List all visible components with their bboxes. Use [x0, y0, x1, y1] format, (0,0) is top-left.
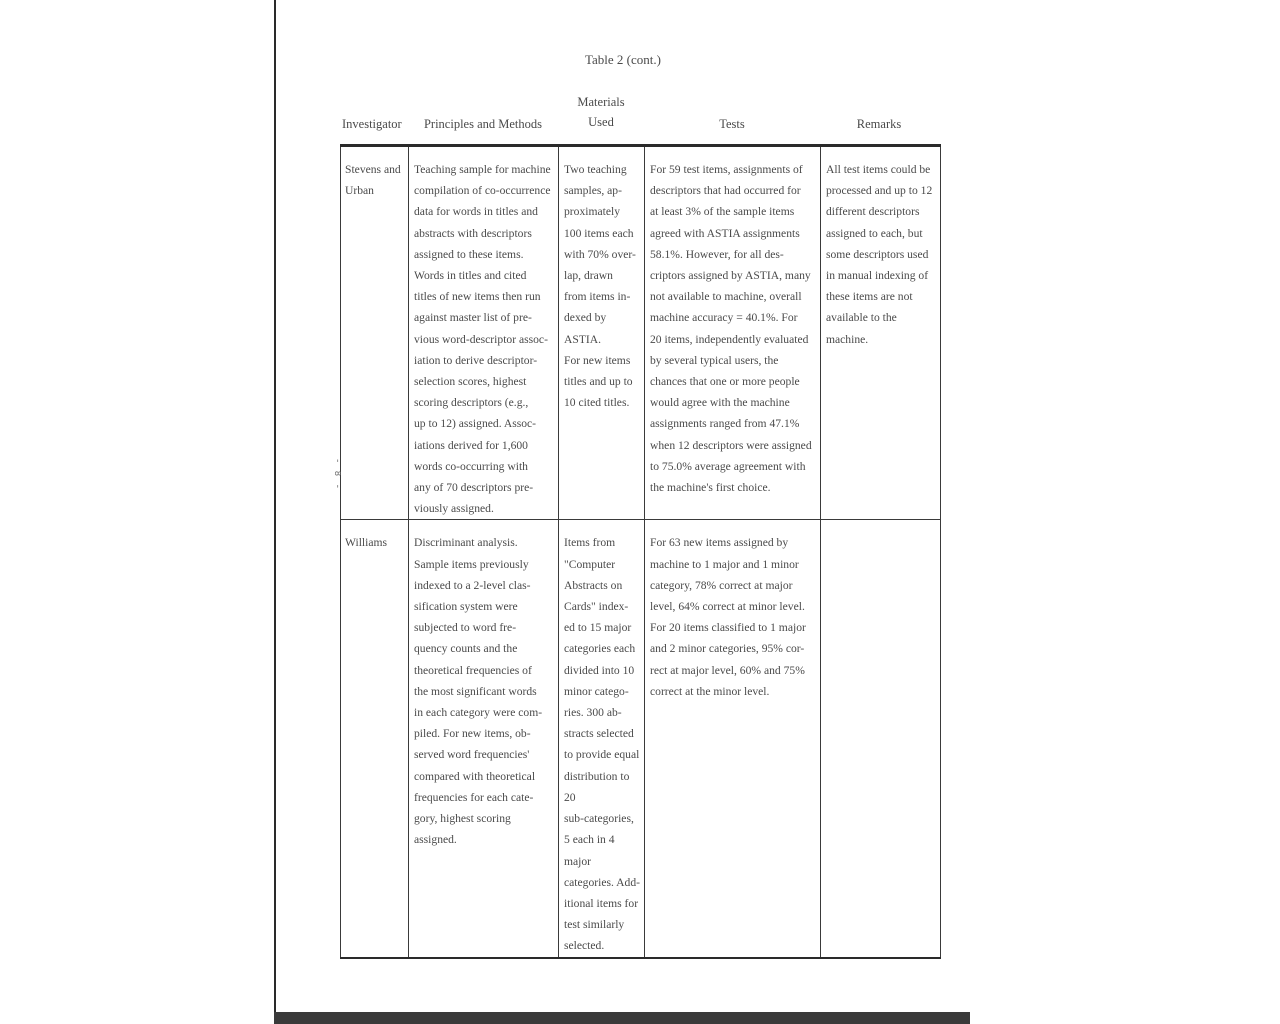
table-title: Table 2 (cont.) — [585, 52, 661, 67]
column-header-tests: Tests — [719, 117, 745, 131]
cell-principles-and-methods: Discriminant analysis. Sample items previously indexed to a 2-level clas- sification system were subjected to word fre- quency counts and the theoretical frequencies of the most significant words in each category were com- piled. For new items, ob- served word frequencies' compared with theoretical frequencies for each cate- gory, highest scoring assigned. — [409, 520, 559, 958]
cell-investigator: Stevens and Urban — [341, 146, 409, 520]
document-page — [274, 0, 970, 1016]
cell-remarks — [821, 520, 941, 958]
cell-principles-and-methods: Teaching sample for machine compilation of co-occurrence data for words in titles and abstracts with descriptors assigned to these items. Words in titles and cited titles of new items then run against master list of pre- vious word-descriptor assoc- iation to derive descriptor- selection scores, highest scoring descriptors (e.g., up to 12) assigned. Assoc- iations derived for 1,600 words co-occurring with any of 70 descriptors pre- viously assigned. — [409, 146, 559, 520]
table-row — [341, 520, 941, 958]
column-header-remarks: Remarks — [856, 117, 902, 131]
comparison-table — [340, 144, 941, 959]
column-header-materials-used: Materials Used — [577, 95, 625, 129]
cell-tests: For 63 new items assigned by machine to 1 major and 1 minor category, 78% correct at major level, 64% correct at minor level. For 20 items classified to 1 major and 2 minor categories, 95% cor- rect at major level, 60% and 75% correct at the minor level. — [645, 520, 821, 958]
cell-remarks: All test items could be processed and up to 12 different descriptors assigned to each, but some descriptors used in manual indexing of these items are not available to the machine. — [821, 146, 941, 520]
cell-investigator: Williams — [341, 520, 409, 958]
column-header-principles-and-methods: Principles and Methods — [423, 117, 543, 131]
column-header-investigator: Investigator — [342, 117, 402, 131]
cell-materials-used: Two teaching samples, ap- proximately 100 items each with 70% over- lap, drawn from items in- dexed by ASTIA. For new items titles and up to 10 cited titles. — [559, 146, 645, 520]
cell-materials-used: Items from "Computer Abstracts on Cards" index- ed to 15 major categories each divided into 10 minor catego- ries. 300 ab- stracts selected to provide equal distribution to 20 sub-categories, 5 each in 4 major categories. Add- itional items for test similarly selected. — [559, 520, 645, 958]
table-row — [341, 146, 941, 520]
cell-tests: For 59 test items, assignments of descriptors that had occurred for at least 3% of the sample items agreed with ASTIA assignments 58.1%. However, for all des- criptors assigned by ASTIA, many not available to machine, overall machine accuracy = 40.1%. For 20 items, independently evaluated by several typical users, the chances that one or more people would agree with the machine assignments ranged from 47.1% when 12 descriptors were assigned to 75.0% average agreement with the machine's first choice. — [645, 146, 821, 520]
page-number-mark: - 8 - — [332, 458, 342, 491]
page-bottom-edge — [274, 1012, 970, 1024]
